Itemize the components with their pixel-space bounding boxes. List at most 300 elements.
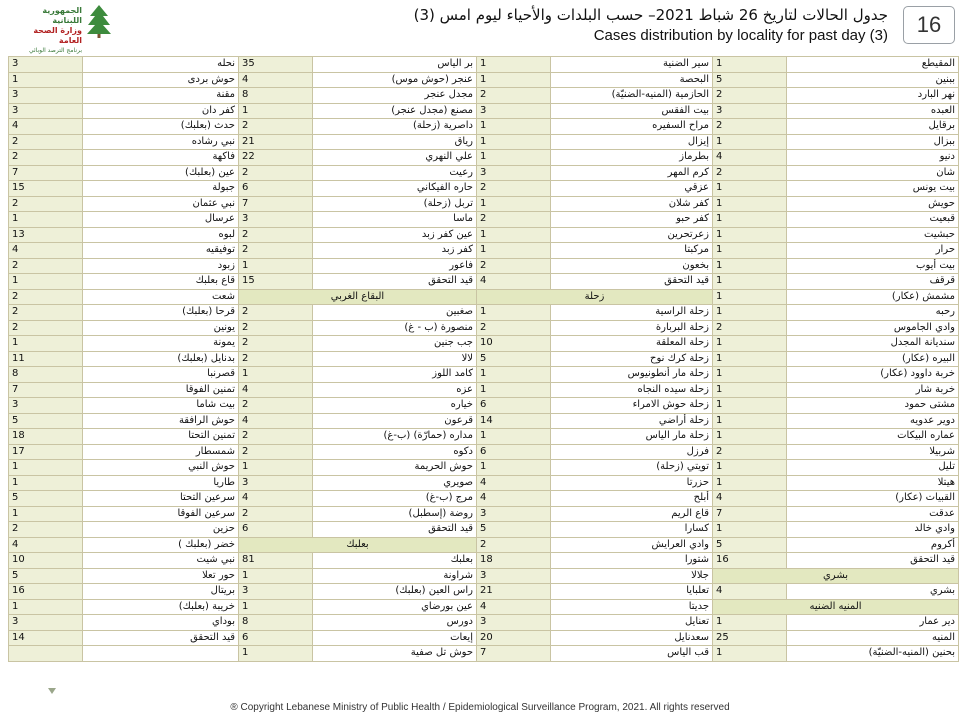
locality-name: وادي الجاموس	[787, 320, 959, 336]
case-count: 18	[9, 429, 83, 445]
case-count: 20	[477, 630, 551, 646]
locality-name: حوش تل صفية	[313, 646, 477, 662]
title-english: Cases distribution by locality for past day (3)	[593, 27, 888, 44]
case-count: 6	[477, 398, 551, 414]
table-row	[9, 289, 959, 305]
case-count: 7	[9, 382, 83, 398]
case-count: 1	[477, 150, 551, 166]
locality-name: تمنين التحتا	[83, 429, 239, 445]
region-header: المنيه الضنيه	[713, 599, 959, 615]
case-count: 15	[9, 181, 83, 197]
locality-name: فرزل	[551, 444, 713, 460]
case-count: 4	[477, 475, 551, 491]
table-row	[9, 568, 959, 584]
case-count: 2	[239, 336, 313, 352]
table-row	[9, 274, 959, 290]
locality-name: قاع بعلبك	[83, 274, 239, 290]
table-row	[9, 398, 959, 414]
case-count: 2	[239, 506, 313, 522]
case-count: 4	[239, 382, 313, 398]
table-row	[9, 646, 959, 662]
case-count: 1	[713, 227, 787, 243]
cases-table	[8, 56, 958, 689]
case-count: 1	[477, 119, 551, 135]
locality-name: شعت	[83, 289, 239, 305]
locality-name: مراح السفيره	[551, 119, 713, 135]
locality-name: زحلة سيده النجاه	[551, 382, 713, 398]
region-header: بشري	[713, 568, 959, 584]
case-count: 15	[239, 274, 313, 290]
locality-name: كسارا	[551, 522, 713, 538]
case-count: 1	[9, 599, 83, 615]
locality-name: قرحا (بعلبك)	[83, 305, 239, 321]
ministry-logo	[8, 2, 108, 54]
case-count: 1	[713, 413, 787, 429]
locality-name: حزين	[83, 522, 239, 538]
case-count: 4	[477, 599, 551, 615]
region-header: بعلبك	[239, 537, 477, 553]
locality-name: يمونة	[83, 336, 239, 352]
case-count: 1	[713, 243, 787, 259]
locality-name: عين (بعلبك)	[83, 165, 239, 181]
locality-name: زحلة الراسية	[551, 305, 713, 321]
locality-name: رحبه	[787, 305, 959, 321]
case-count: 1	[239, 367, 313, 383]
locality-name: عزه	[313, 382, 477, 398]
table-row	[9, 537, 959, 553]
locality-name: زحلة أراضي	[551, 413, 713, 429]
logo-line-2: وزارة الصحة العامة	[33, 26, 82, 45]
case-count: 1	[9, 460, 83, 476]
locality-name: بيت الفقس	[551, 103, 713, 119]
table-row	[9, 382, 959, 398]
case-count: 1	[477, 367, 551, 383]
case-count: 1	[713, 351, 787, 367]
locality-name: كفر زبد	[313, 243, 477, 259]
cedar-logo-icon	[86, 4, 112, 38]
case-count: 1	[477, 243, 551, 259]
table-row	[9, 506, 959, 522]
case-count: 4	[713, 150, 787, 166]
case-count: 1	[477, 227, 551, 243]
case-count: 2	[9, 305, 83, 321]
case-count: 1	[713, 522, 787, 538]
case-count: 1	[9, 212, 83, 228]
table-row	[9, 413, 959, 429]
locality-name: تويتي (زحلة)	[551, 460, 713, 476]
case-count: 1	[477, 429, 551, 445]
case-count: 4	[713, 584, 787, 600]
locality-name: حور تعلا	[83, 568, 239, 584]
case-count: 1	[477, 305, 551, 321]
case-count: 1	[9, 72, 83, 88]
locality-name: فاكهة	[83, 150, 239, 166]
locality-name: وادي العرايش	[551, 537, 713, 553]
case-count: 1	[713, 367, 787, 383]
case-count: 8	[239, 88, 313, 104]
locality-name: حاره الفيكاني	[313, 181, 477, 197]
case-count: 1	[713, 134, 787, 150]
locality-name: بر الياس	[313, 57, 477, 73]
case-count: 7	[713, 506, 787, 522]
case-count: 2	[713, 320, 787, 336]
table-row	[9, 460, 959, 476]
case-count: 21	[477, 584, 551, 600]
case-count: 1	[477, 460, 551, 476]
case-count: 1	[9, 506, 83, 522]
locality-name: علي النهري	[313, 150, 477, 166]
locality-name: جديتا	[551, 599, 713, 615]
table-row	[9, 305, 959, 321]
locality-name: كفر حبو	[551, 212, 713, 228]
case-count: 2	[477, 212, 551, 228]
case-count: 2	[9, 134, 83, 150]
case-count: 4	[239, 72, 313, 88]
locality-name: عين بورضاي	[313, 599, 477, 615]
case-count: 3	[477, 103, 551, 119]
locality-name: مجدل عنجر	[313, 88, 477, 104]
locality-name: كرم المهر	[551, 165, 713, 181]
case-count: 3	[239, 584, 313, 600]
case-count: 2	[477, 537, 551, 553]
table-row	[9, 88, 959, 104]
locality-name: دوير عدويه	[787, 413, 959, 429]
locality-name: تعلبايا	[551, 584, 713, 600]
case-count: 1	[713, 289, 787, 305]
case-count: 4	[239, 491, 313, 507]
locality-name: تليل	[787, 460, 959, 476]
locality-name: مصنع (مجدل عنجر)	[313, 103, 477, 119]
table-row	[9, 320, 959, 336]
case-count: 2	[239, 429, 313, 445]
locality-name: كفر شلان	[551, 196, 713, 212]
locality-name: حدث (بعلبك)	[83, 119, 239, 135]
case-count: 3	[9, 103, 83, 119]
locality-name: البحصة	[551, 72, 713, 88]
locality-name: سير الضنية	[551, 57, 713, 73]
corner-triangle-icon	[48, 688, 56, 694]
locality-name: مشمش (عكار)	[787, 289, 959, 305]
locality-name: سرعين التحتا	[83, 491, 239, 507]
locality-name: بعلبك	[313, 553, 477, 569]
case-count: 3	[239, 212, 313, 228]
locality-name: تربل (زحلة)	[313, 196, 477, 212]
locality-name: حويش	[787, 196, 959, 212]
locality-name: جب جنين	[313, 336, 477, 352]
case-count: 4	[239, 413, 313, 429]
case-count: 2	[477, 258, 551, 274]
locality-name: شان	[787, 165, 959, 181]
case-count: 2	[239, 444, 313, 460]
table-row	[9, 212, 959, 228]
case-count: 2	[9, 196, 83, 212]
case-count: 2	[239, 351, 313, 367]
locality-name: نهر البارد	[787, 88, 959, 104]
case-count: 1	[239, 568, 313, 584]
locality-name: شمسطار	[83, 444, 239, 460]
case-count: 35	[239, 57, 313, 73]
case-count: 2	[239, 398, 313, 414]
locality-name: زحلة مار الياس	[551, 429, 713, 445]
locality-name: شربيلا	[787, 444, 959, 460]
case-count: 3	[239, 475, 313, 491]
case-count: 22	[239, 150, 313, 166]
table-row	[9, 196, 959, 212]
case-count: 6	[239, 181, 313, 197]
locality-name: أبلح	[551, 491, 713, 507]
case-count: 5	[9, 568, 83, 584]
locality-name: بطرماز	[551, 150, 713, 166]
locality-name: عماره البيكات	[787, 429, 959, 445]
table-row	[9, 258, 959, 274]
locality-name: قيد التحقق	[313, 522, 477, 538]
case-count: 16	[713, 553, 787, 569]
locality-name: ببزال	[787, 134, 959, 150]
locality-name: زحلة المعلقة	[551, 336, 713, 352]
case-count: 25	[713, 630, 787, 646]
case-count: 6	[477, 444, 551, 460]
case-count: 1	[477, 134, 551, 150]
locality-name: قرعون	[313, 413, 477, 429]
locality-name: زحلة البربارة	[551, 320, 713, 336]
case-count: 6	[239, 522, 313, 538]
case-count: 4	[713, 491, 787, 507]
locality-name: زحلة حوش الامراء	[551, 398, 713, 414]
case-count: 3	[477, 615, 551, 631]
case-count: 2	[477, 88, 551, 104]
locality-name: بدنايل (بعلبك)	[83, 351, 239, 367]
locality-name: عزقي	[551, 181, 713, 197]
case-count: 4	[9, 243, 83, 259]
case-count: 2	[713, 88, 787, 104]
locality-name: نبي رشاده	[83, 134, 239, 150]
case-count	[9, 646, 83, 662]
locality-name: دنيو	[787, 150, 959, 166]
case-count: 14	[9, 630, 83, 646]
case-count: 14	[477, 413, 551, 429]
locality-name: حوش الحريمة	[313, 460, 477, 476]
case-count: 2	[239, 320, 313, 336]
locality-name: ببنين	[787, 72, 959, 88]
locality-name: نبي شيت	[83, 553, 239, 569]
case-count: 7	[239, 196, 313, 212]
case-count: 2	[477, 181, 551, 197]
locality-name: رعيت	[313, 165, 477, 181]
table-row	[9, 522, 959, 538]
case-count: 2	[9, 289, 83, 305]
page-number: 16	[903, 6, 955, 44]
locality-name: عين كفر زبد	[313, 227, 477, 243]
locality-name: صغبين	[313, 305, 477, 321]
table-row	[9, 103, 959, 119]
case-count: 1	[477, 72, 551, 88]
case-count: 1	[713, 429, 787, 445]
locality-name: البيره (عكار)	[787, 351, 959, 367]
locality-name: زعرتحرين	[551, 227, 713, 243]
locality-name: إيعات	[313, 630, 477, 646]
locality-name: برقايل	[787, 119, 959, 135]
case-count: 1	[239, 460, 313, 476]
case-count: 1	[9, 274, 83, 290]
locality-name: قيد التحقق	[787, 553, 959, 569]
case-count: 16	[9, 584, 83, 600]
locality-name: قاع الريم	[551, 506, 713, 522]
case-count: 2	[713, 444, 787, 460]
locality-name: دير عمار	[787, 615, 959, 631]
locality-name: لالا	[313, 351, 477, 367]
locality-name: قب الياس	[551, 646, 713, 662]
case-count: 5	[9, 413, 83, 429]
locality-name: جلالا	[551, 568, 713, 584]
locality-name: راس العين (بعلبك)	[313, 584, 477, 600]
case-count: 3	[9, 57, 83, 73]
case-count: 1	[713, 336, 787, 352]
case-count: 3	[713, 103, 787, 119]
case-count: 1	[713, 258, 787, 274]
case-count: 81	[239, 553, 313, 569]
case-count: 8	[239, 615, 313, 631]
table-row	[9, 584, 959, 600]
locality-name: بيت شاما	[83, 398, 239, 414]
locality-name: مقنة	[83, 88, 239, 104]
locality-name: كفر دان	[83, 103, 239, 119]
locality-name: حوش الرافقة	[83, 413, 239, 429]
case-count: 10	[9, 553, 83, 569]
locality-name: تعنايل	[551, 615, 713, 631]
locality-name: طاريا	[83, 475, 239, 491]
locality-name: القبيات (عكار)	[787, 491, 959, 507]
locality-name: ماسا	[313, 212, 477, 228]
locality-name: لبوه	[83, 227, 239, 243]
locality-name: جبولة	[83, 181, 239, 197]
locality-name: خربة داوود (عكار)	[787, 367, 959, 383]
table-row	[9, 119, 959, 135]
case-count: 4	[9, 537, 83, 553]
locality-name: قيد التحقق	[313, 274, 477, 290]
locality-name	[83, 646, 239, 662]
table-row	[9, 227, 959, 243]
locality-name: دورس	[313, 615, 477, 631]
locality-name: نحله	[83, 57, 239, 73]
locality-name: بيت يونس	[787, 181, 959, 197]
locality-name: إيزال	[551, 134, 713, 150]
locality-name: خربة شار	[787, 382, 959, 398]
locality-name: حبشيت	[787, 227, 959, 243]
case-count: 6	[239, 630, 313, 646]
locality-name: شتورا	[551, 553, 713, 569]
case-count: 2	[9, 320, 83, 336]
case-count: 1	[477, 57, 551, 73]
locality-name: قيد التحقق	[551, 274, 713, 290]
table-row	[9, 630, 959, 646]
case-count: 1	[713, 646, 787, 662]
case-count: 1	[239, 599, 313, 615]
case-count: 5	[477, 522, 551, 538]
table-row	[9, 367, 959, 383]
case-count: 7	[9, 165, 83, 181]
locality-name: توفيقيه	[83, 243, 239, 259]
case-count: 5	[9, 491, 83, 507]
locality-name: عدقت	[787, 506, 959, 522]
case-count: 3	[9, 88, 83, 104]
locality-name: تمنين الفوقا	[83, 382, 239, 398]
locality-name: بوداي	[83, 615, 239, 631]
case-count: 1	[239, 258, 313, 274]
locality-name: حزرتا	[551, 475, 713, 491]
table-row	[9, 150, 959, 166]
case-count: 2	[239, 227, 313, 243]
case-count: 3	[477, 568, 551, 584]
locality-name: داصرية (زحلة)	[313, 119, 477, 135]
case-count: 1	[713, 274, 787, 290]
locality-name: الحازمية (المنيه-الضنيّة)	[551, 88, 713, 104]
case-count: 1	[713, 181, 787, 197]
case-count: 4	[9, 119, 83, 135]
case-count: 8	[9, 367, 83, 383]
locality-name: شراونة	[313, 568, 477, 584]
table-row	[9, 444, 959, 460]
locality-name: نبي عثمان	[83, 196, 239, 212]
table-row	[9, 181, 959, 197]
copyright-footer: ® Copyright Lebanese Ministry of Public Health / Epidemiological Surveillance Program, 2021. All rights reserved	[230, 702, 730, 713]
case-count: 3	[9, 615, 83, 631]
locality-name: زحلة مار أنطونيوس	[551, 367, 713, 383]
locality-name: كامد اللوز	[313, 367, 477, 383]
locality-name: مركبتا	[551, 243, 713, 259]
locality-name: مداره (حمارّة) (ب-غ)	[313, 429, 477, 445]
locality-name: العبده	[787, 103, 959, 119]
locality-name: فاعور	[313, 258, 477, 274]
case-count: 5	[713, 537, 787, 553]
table-row	[9, 57, 959, 73]
logo-line-3: برنامج الترصد الوبائي	[28, 47, 82, 54]
locality-name: خياره	[313, 398, 477, 414]
logo-line-1: الجمهورية اللبنانية	[42, 6, 82, 25]
case-count: 2	[713, 119, 787, 135]
locality-name: خضر (بعلبك )	[83, 537, 239, 553]
locality-name: بحنين (المنيه-الضنيّة)	[787, 646, 959, 662]
locality-name: مشتى حمود	[787, 398, 959, 414]
locality-name: حوش بردى	[83, 72, 239, 88]
case-count: 1	[9, 475, 83, 491]
case-count: 2	[239, 305, 313, 321]
locality-name: حرار	[787, 243, 959, 259]
case-count: 1	[477, 382, 551, 398]
locality-name: قبعيت	[787, 212, 959, 228]
case-count: 3	[9, 398, 83, 414]
case-count: 1	[713, 57, 787, 73]
case-count: 1	[713, 398, 787, 414]
locality-name: سنديانة المجدل	[787, 336, 959, 352]
locality-name: صويري	[313, 475, 477, 491]
locality-name: قرقف	[787, 274, 959, 290]
locality-name: دكوه	[313, 444, 477, 460]
locality-name: عرسال	[83, 212, 239, 228]
locality-name: زبود	[83, 258, 239, 274]
region-header: البقاع الغربي	[239, 289, 477, 305]
title-arabic: جدول الحالات لتاريخ 26 شباط 2021– حسب البلدات والأحياء ليوم امس (3)	[413, 6, 888, 24]
case-count: 4	[477, 491, 551, 507]
case-count: 5	[477, 351, 551, 367]
locality-name: بيت أيوب	[787, 258, 959, 274]
case-count: 1	[713, 196, 787, 212]
table-row	[9, 429, 959, 445]
table-row	[9, 243, 959, 259]
table-row	[9, 134, 959, 150]
cases-table-grid	[8, 56, 959, 662]
case-count: 2	[477, 320, 551, 336]
locality-name: قيد التحقق	[83, 630, 239, 646]
